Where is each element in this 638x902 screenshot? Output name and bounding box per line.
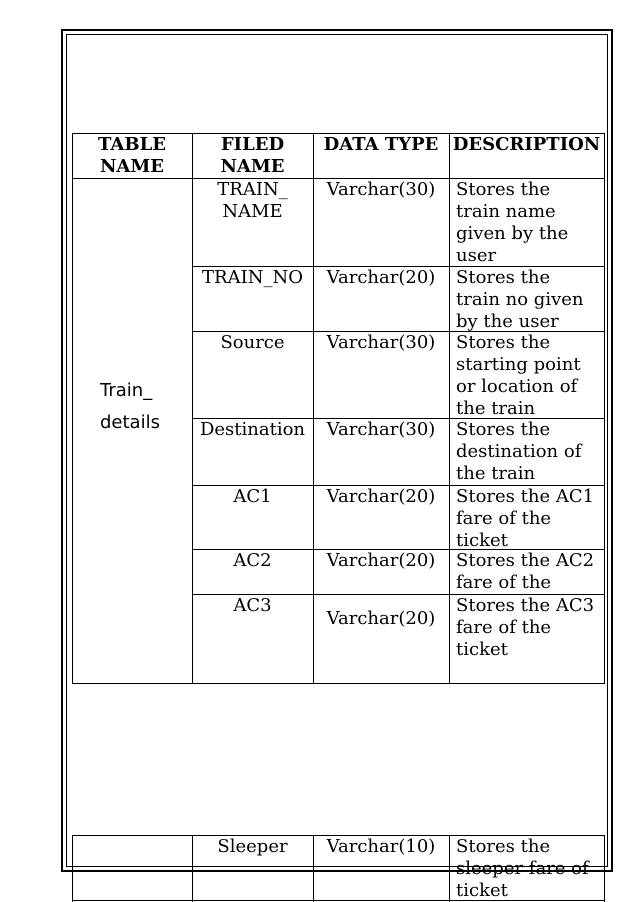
- header-data-type: DATA TYPE: [323, 134, 439, 155]
- table-row-field: Destination: [199, 419, 306, 440]
- table-row-type: Varchar(20): [326, 550, 436, 571]
- table-row-type: Varchar(30): [326, 332, 436, 353]
- table-row-type: Varchar(30): [326, 179, 436, 200]
- table-row-description: Stores the AC2 fare of the: [456, 550, 595, 593]
- header-field-name: FILED NAME: [220, 134, 285, 177]
- table-row-description: Stores the sleeper fare of ticket: [456, 836, 589, 901]
- table-row-type: Varchar(20): [326, 267, 436, 288]
- table-row-field: Source: [220, 332, 285, 353]
- table-row-description: Stores the AC3 fare of the ticket: [456, 595, 595, 660]
- table-row-type: Varchar(20): [326, 608, 436, 629]
- table-row-field: AC1: [233, 486, 272, 507]
- header-description: DESCRIPTION: [452, 134, 601, 155]
- table-row-description: Stores the starting point or location of the train: [456, 332, 581, 419]
- table-row-type: Varchar(30): [326, 419, 436, 440]
- table-row-type: Varchar(10): [326, 836, 436, 857]
- table-row-field: AC2: [233, 550, 272, 571]
- table-row-field: TRAIN_ NAME: [217, 179, 288, 222]
- table-row-type: Varchar(20): [326, 486, 436, 507]
- table-row-description: Stores the train no given by the user: [456, 267, 584, 332]
- table-row-description: Stores the train name given by the user: [456, 179, 569, 266]
- table-row-field: AC3: [233, 595, 272, 616]
- table-row-field: Sleeper: [217, 836, 288, 857]
- table-row-field: TRAIN_NO: [202, 267, 303, 288]
- table-row-description: Stores the destination of the train: [456, 419, 582, 484]
- header-table-name: TABLE NAME: [98, 134, 166, 177]
- table-name-cell: Train_ details: [100, 380, 160, 433]
- table-row-description: Stores the AC1 fare of the ticket: [456, 486, 595, 551]
